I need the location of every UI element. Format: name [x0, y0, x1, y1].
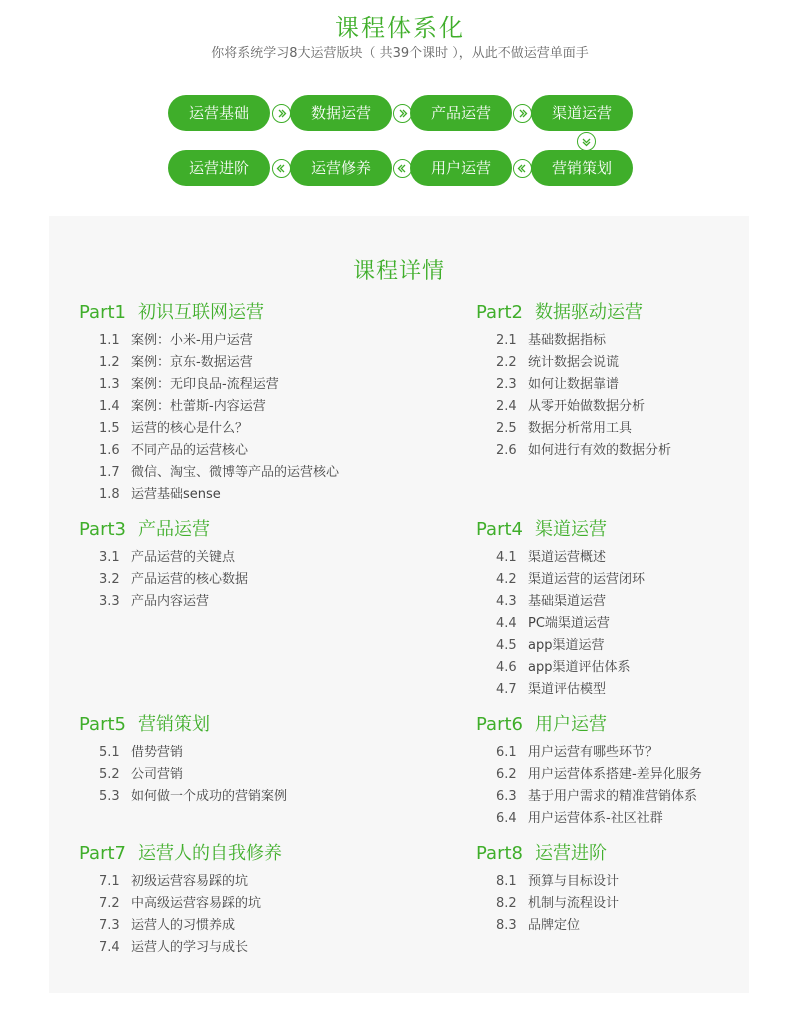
lesson-title: 预算与目标设计	[528, 874, 620, 889]
part-section	[79, 300, 399, 506]
part-heading	[476, 841, 796, 867]
lesson-number: 7.2	[99, 896, 120, 911]
lesson-number: 1.5	[99, 421, 120, 436]
lesson-title: 运营人的学习与成长	[131, 940, 249, 955]
lesson-item	[99, 915, 399, 937]
lesson-list	[99, 547, 399, 613]
lesson-title: 中高级运营容易踩的坑	[131, 896, 262, 911]
part-section	[476, 712, 796, 830]
lesson-number: 2.5	[496, 421, 517, 436]
lesson-title: 统计数据会说谎	[528, 355, 620, 370]
lesson-list	[496, 547, 796, 701]
lesson-number: 3.3	[99, 594, 120, 609]
lesson-item	[99, 547, 399, 569]
lesson-number: 4.2	[496, 572, 517, 587]
lesson-item	[99, 330, 399, 352]
part-name: 运营人的自我修养	[138, 843, 282, 864]
lesson-title: 产品内容运营	[131, 594, 210, 609]
lesson-item	[496, 657, 796, 679]
part-heading	[79, 712, 399, 738]
lesson-item	[99, 374, 399, 396]
lesson-item	[496, 764, 796, 786]
chevron-right-icon	[513, 104, 532, 123]
part-section	[476, 517, 796, 701]
lesson-item	[496, 893, 796, 915]
flow-step-4: 渠道运营	[531, 95, 633, 131]
part-heading	[476, 300, 796, 326]
lesson-item	[99, 462, 399, 484]
lesson-item	[99, 569, 399, 591]
lesson-number: 3.1	[99, 550, 120, 565]
lesson-number: 2.2	[496, 355, 517, 370]
lesson-number: 4.1	[496, 550, 517, 565]
chevron-down-icon	[577, 132, 596, 151]
lesson-title: 用户运营体系搭建-差异化服务	[528, 767, 702, 782]
lesson-title: 案例：京东-数据运营	[131, 355, 253, 370]
lesson-title: 初级运营容易踩的坑	[131, 874, 249, 889]
lesson-item	[496, 569, 796, 591]
part-heading	[476, 517, 796, 543]
lesson-title: 用户运营体系-社区社群	[528, 811, 663, 826]
lesson-title: 如何做一个成功的营销案例	[131, 789, 288, 804]
flow-step-3: 产品运营	[410, 95, 512, 131]
flow-step-8: 运营进阶	[168, 150, 270, 186]
lesson-number: 4.4	[496, 616, 517, 631]
chevron-left-icon	[272, 159, 291, 178]
flow-step-1: 运营基础	[168, 95, 270, 131]
lesson-number: 4.5	[496, 638, 517, 653]
part-number: Part8	[476, 843, 523, 864]
chevron-left-icon	[513, 159, 532, 178]
part-name: 运营进阶	[535, 843, 607, 864]
lesson-number: 2.4	[496, 399, 517, 414]
lesson-item	[496, 679, 796, 701]
lesson-title: 运营的核心是什么？	[131, 421, 249, 436]
lesson-item	[496, 440, 796, 462]
lesson-item	[496, 330, 796, 352]
lesson-item	[496, 418, 796, 440]
lesson-number: 1.7	[99, 465, 120, 480]
lesson-title: 产品运营的核心数据	[131, 572, 249, 587]
lesson-number: 5.1	[99, 745, 120, 760]
lesson-number: 1.6	[99, 443, 120, 458]
lesson-number: 5.3	[99, 789, 120, 804]
page-title: 课程体系化	[335, 14, 465, 42]
lesson-item	[496, 396, 796, 418]
lesson-title: 渠道运营概述	[528, 550, 607, 565]
lesson-item	[496, 613, 796, 635]
part-name: 用户运营	[535, 714, 607, 735]
lesson-list	[99, 330, 399, 506]
part-number: Part7	[79, 843, 126, 864]
lesson-title: app渠道评估体系	[528, 660, 631, 675]
lesson-number: 2.3	[496, 377, 517, 392]
lesson-item	[99, 418, 399, 440]
chevron-right-icon	[272, 104, 291, 123]
lesson-item	[496, 808, 796, 830]
course-details-panel	[49, 216, 749, 993]
lesson-number: 6.4	[496, 811, 517, 826]
flow-step-2: 数据运营	[290, 95, 392, 131]
lesson-number: 7.3	[99, 918, 120, 933]
lesson-item	[99, 396, 399, 418]
part-name: 初识互联网运营	[138, 302, 264, 323]
part-heading	[476, 712, 796, 738]
part-name: 营销策划	[138, 714, 210, 735]
lesson-item	[99, 764, 399, 786]
lesson-title: 运营基础sense	[131, 487, 221, 502]
lesson-item	[496, 591, 796, 613]
page-subtitle: 你将系统学习8大运营版块（ 共39个课时 ），从此不做运营单面手	[211, 46, 589, 61]
lesson-item	[99, 893, 399, 915]
lesson-item	[99, 440, 399, 462]
lesson-item	[496, 547, 796, 569]
lesson-list	[496, 742, 796, 830]
lesson-title: 案例：杜蕾斯-内容运营	[131, 399, 266, 414]
lesson-title: 从零开始做数据分析	[528, 399, 646, 414]
lesson-title: 品牌定位	[528, 918, 581, 933]
lesson-number: 3.2	[99, 572, 120, 587]
lesson-title: 用户运营有哪些环节？	[528, 745, 659, 760]
lesson-item	[496, 352, 796, 374]
lesson-number: 4.7	[496, 682, 517, 697]
lesson-number: 2.6	[496, 443, 517, 458]
lesson-title: 案例：无印良品-流程运营	[131, 377, 279, 392]
lesson-title: 借势营销	[131, 745, 184, 760]
lesson-list	[496, 871, 796, 937]
lesson-item	[496, 871, 796, 893]
lesson-title: 不同产品的运营核心	[131, 443, 249, 458]
part-section	[476, 841, 796, 937]
lesson-number: 6.2	[496, 767, 517, 782]
lesson-item	[99, 786, 399, 808]
lesson-title: 如何进行有效的数据分析	[528, 443, 672, 458]
lesson-item	[99, 352, 399, 374]
flow-step-5: 营销策划	[531, 150, 633, 186]
lesson-number: 1.2	[99, 355, 120, 370]
part-number: Part3	[79, 519, 126, 540]
part-heading	[79, 300, 399, 326]
part-number: Part4	[476, 519, 523, 540]
part-heading	[79, 841, 399, 867]
lesson-number: 7.1	[99, 874, 120, 889]
lesson-title: 基础渠道运营	[528, 594, 607, 609]
lesson-item	[496, 374, 796, 396]
lesson-item	[496, 635, 796, 657]
lesson-item	[99, 871, 399, 893]
lesson-item	[99, 484, 399, 506]
lesson-list	[99, 871, 399, 959]
lesson-title: 数据分析常用工具	[528, 421, 633, 436]
part-number: Part1	[79, 302, 126, 323]
lesson-number: 8.2	[496, 896, 517, 911]
part-section	[79, 712, 399, 808]
part-section	[79, 517, 399, 613]
lesson-title: 产品运营的关键点	[131, 550, 236, 565]
lesson-number: 2.1	[496, 333, 517, 348]
part-section	[79, 841, 399, 959]
part-name: 产品运营	[138, 519, 210, 540]
lesson-list	[99, 742, 399, 808]
flow-step-7: 运营修养	[290, 150, 392, 186]
lesson-title: 运营人的习惯养成	[131, 918, 236, 933]
lesson-title: 机制与流程设计	[528, 896, 620, 911]
part-number: Part2	[476, 302, 523, 323]
lesson-item	[99, 937, 399, 959]
lesson-item	[99, 591, 399, 613]
lesson-list	[496, 330, 796, 462]
part-number: Part6	[476, 714, 523, 735]
lesson-number: 8.3	[496, 918, 517, 933]
lesson-number: 8.1	[496, 874, 517, 889]
lesson-number: 4.6	[496, 660, 517, 675]
flow-step-6: 用户运营	[410, 150, 512, 186]
part-name: 数据驱动运营	[535, 302, 643, 323]
lesson-number: 1.1	[99, 333, 120, 348]
lesson-title: app渠道运营	[528, 638, 605, 653]
lesson-item	[496, 786, 796, 808]
lesson-title: 如何让数据靠谱	[528, 377, 620, 392]
lesson-number: 6.1	[496, 745, 517, 760]
details-title: 课程详情	[352, 259, 445, 284]
part-section	[476, 300, 796, 462]
lesson-title: 案例：小米-用户运营	[131, 333, 253, 348]
lesson-number: 4.3	[496, 594, 517, 609]
part-name: 渠道运营	[535, 519, 607, 540]
lesson-number: 1.4	[99, 399, 120, 414]
lesson-item	[99, 742, 399, 764]
lesson-number: 7.4	[99, 940, 120, 955]
lesson-number: 1.8	[99, 487, 120, 502]
lesson-number: 5.2	[99, 767, 120, 782]
lesson-title: 渠道评估模型	[528, 682, 607, 697]
part-number: Part5	[79, 714, 126, 735]
lesson-title: 微信、淘宝、微博等产品的运营核心	[131, 465, 340, 480]
lesson-title: 基于用户需求的精准营销体系	[528, 789, 698, 804]
lesson-item	[496, 915, 796, 937]
lesson-title: 渠道运营的运营闭环	[528, 572, 646, 587]
lesson-item	[496, 742, 796, 764]
lesson-number: 6.3	[496, 789, 517, 804]
part-heading	[79, 517, 399, 543]
lesson-number: 1.3	[99, 377, 120, 392]
lesson-title: 公司营销	[131, 767, 184, 782]
lesson-title: PC端渠道运营	[528, 616, 610, 631]
lesson-title: 基础数据指标	[528, 333, 607, 348]
